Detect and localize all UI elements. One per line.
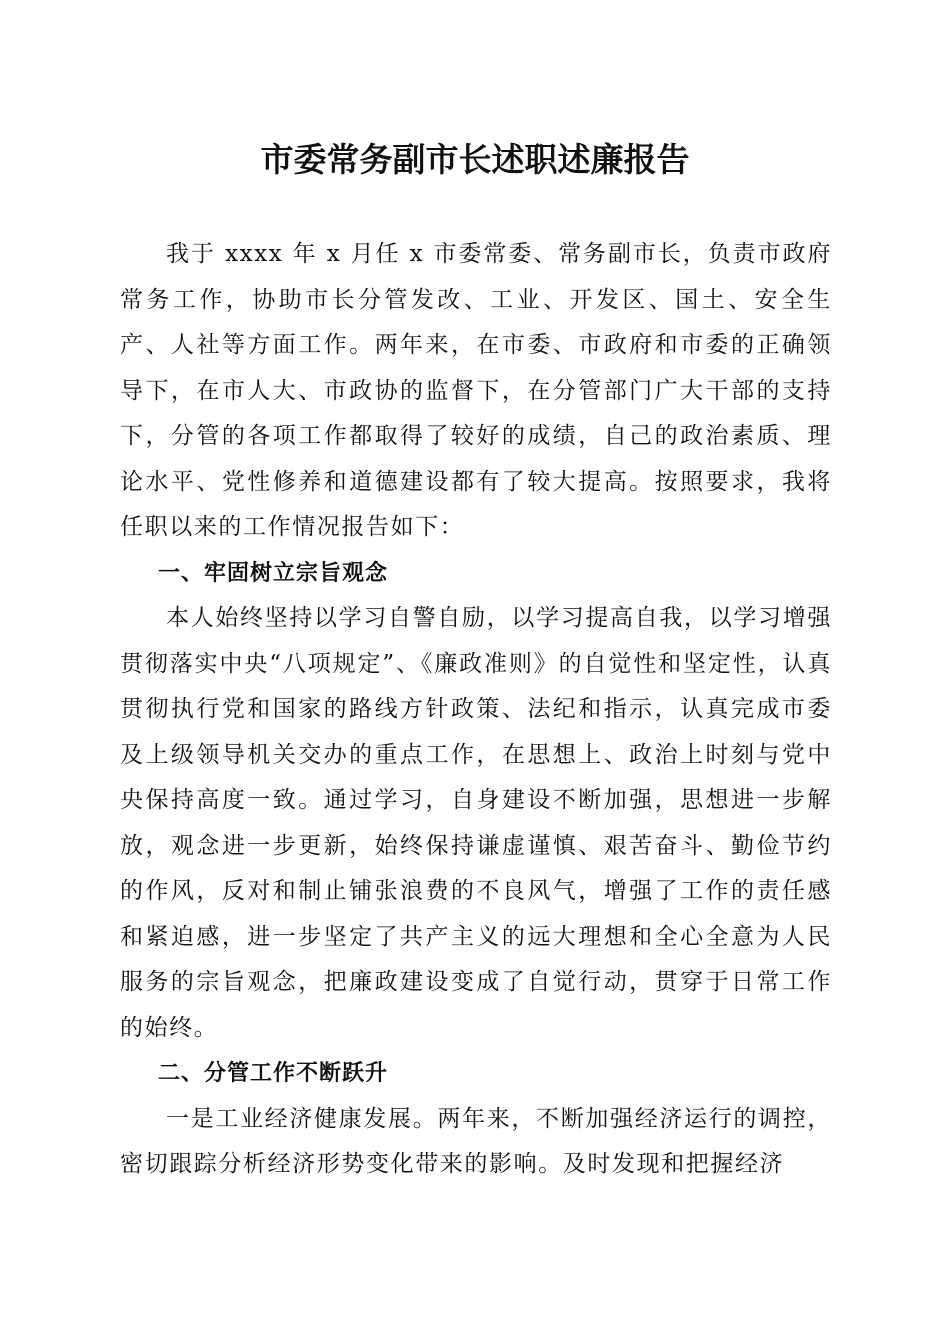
section-1-paragraph: 本人始终坚持以学习自警自励，以学习提高自我，以学习增强贯彻落实中央“八项规定”、《廉政准则》的自觉性和坚定性，认真贯彻执行党和国家的路线方针政策、法纪和指示，认真完成市委及上级领导机关交办的重点工作，在思想上、政治上时刻与党中央保持高度一致。通过学习，自身建设不断加强，思想进一步解放，观念进一步更新，始终保持谦虚谨慎、艰苦奋斗、勤俭节约的作风，反对和制止铺张浪费的不良风气，增强了工作的责任感和紧迫感，进一步坚定了共产主义的远大理想和全心全意为人民服务的宗旨观念，把廉政建设变成了自觉行动，贯穿于日常工作的始终。 bbox=[120, 605, 832, 1041]
document-title: 市委常务副市长述职述廉报告 bbox=[260, 140, 690, 179]
section-heading-2: 二、分管工作不断跃升 bbox=[158, 1061, 389, 1086]
section-heading-1: 一、牢固树立宗旨观念 bbox=[158, 560, 389, 586]
document-body bbox=[120, 232, 832, 1188]
intro-paragraph: 我于 xxxx 年 x 月任 x 市委常委、常务副市长，负责市政府常务工作，协助市长分管发改、工业、开发区、国土、安全生产、人社等方面工作。两年来，在市委、市政府和市委的正确领导下，在市人大、市政协的监督下，在分管部门广大干部的支持下，分管的各项工作都取得了较好的成绩，自己的政治素质、理论水平、党性修养和道德建设都有了较大提高。按照要求，我将任职以来的工作情况报告如下： bbox=[120, 241, 832, 540]
section-2-paragraph: 一是工业经济健康发展。两年来，不断加强经济运行的调控，密切跟踪分析经济形势变化带来的影响。及时发现和把握经济 bbox=[120, 1105, 832, 1177]
